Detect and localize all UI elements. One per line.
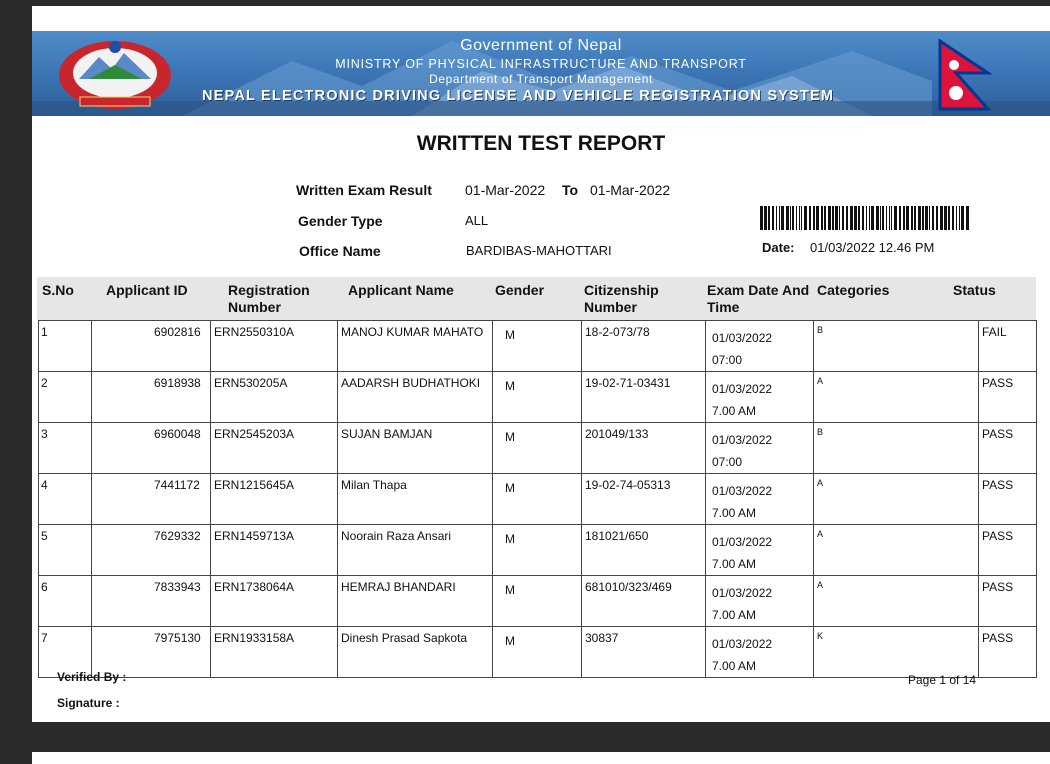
cell-gender bbox=[493, 627, 582, 678]
cell-citizenship bbox=[582, 627, 706, 678]
gender-type-label: Gender Type bbox=[298, 213, 383, 229]
cell-registration-registration: ERN1215645A bbox=[214, 478, 295, 492]
barcode-bar bbox=[936, 206, 938, 230]
cell-gender-gender: M bbox=[505, 430, 515, 444]
header-exam-line1: Exam Date And bbox=[707, 282, 810, 298]
barcode-bar bbox=[966, 206, 969, 230]
cell-applicant-name bbox=[338, 372, 493, 423]
cell-status bbox=[979, 525, 1037, 576]
cell-applicant-name bbox=[338, 525, 493, 576]
cell-applicant-name-name: Milan Thapa bbox=[341, 478, 407, 492]
cell-exam-date-time-exam-date: 01/03/2022 bbox=[712, 484, 773, 498]
cell-registration-registration: ERN1738064A bbox=[214, 580, 295, 594]
cell-citizenship-citizenship: 19-02-74-05313 bbox=[585, 478, 671, 492]
cell-exam-date-time-exam-time: 7.00 AM bbox=[712, 659, 757, 673]
cell-applicant-name-name: SUJAN BAMJAN bbox=[341, 427, 433, 441]
exam-result-label: Written Exam Result bbox=[296, 182, 432, 198]
cell-sno-sno: 1 bbox=[41, 325, 48, 339]
cell-category bbox=[814, 576, 979, 627]
cell-status bbox=[979, 627, 1037, 678]
cell-status-status: PASS bbox=[982, 376, 1014, 390]
cell-registration-registration: ERN2545203A bbox=[214, 427, 295, 441]
barcode-bar bbox=[869, 206, 870, 230]
barcode-bar bbox=[854, 206, 857, 230]
department-title: Department of Transport Management bbox=[429, 72, 653, 86]
cell-applicant-id-applicant-id: 7441172 bbox=[154, 478, 200, 492]
barcode-bar bbox=[882, 206, 884, 230]
cell-sno bbox=[39, 576, 92, 627]
barcode-bar bbox=[786, 206, 789, 230]
barcode-bar bbox=[804, 206, 807, 230]
barcode-bar bbox=[796, 206, 797, 230]
cell-citizenship bbox=[582, 423, 706, 474]
cell-applicant-name-name: AADARSH BUDHATHOKI bbox=[341, 376, 481, 390]
cell-citizenship-citizenship: 201049/133 bbox=[585, 427, 649, 441]
next-page-edge bbox=[32, 752, 1050, 764]
nepal-flag-icon bbox=[938, 39, 992, 111]
cell-exam-date-time bbox=[706, 525, 814, 576]
cell-exam-date-time-exam-date: 01/03/2022 bbox=[712, 331, 773, 345]
barcode-bar bbox=[790, 206, 791, 230]
page-number: Page 1 of 14 bbox=[908, 673, 977, 687]
report-date: 01/03/2022 12.46 PM bbox=[810, 240, 935, 255]
barcode-bar bbox=[876, 206, 879, 230]
cell-category-category: B bbox=[817, 325, 824, 335]
barcode-image bbox=[760, 206, 970, 230]
cell-applicant-id bbox=[92, 321, 211, 372]
cell-exam-date-time bbox=[706, 372, 814, 423]
cell-exam-date-time-exam-time: 7.00 AM bbox=[712, 608, 757, 622]
cell-category-category: K bbox=[817, 631, 824, 641]
barcode-bar bbox=[776, 206, 777, 230]
header-status: Status bbox=[953, 282, 996, 298]
header-applicant-name: Applicant Name bbox=[348, 282, 454, 298]
cell-status bbox=[979, 576, 1037, 627]
barcode-bar bbox=[914, 206, 916, 230]
barcode-bar bbox=[929, 206, 930, 230]
cell-applicant-id bbox=[92, 423, 211, 474]
cell-gender bbox=[493, 321, 582, 372]
cell-exam-date-time-exam-time: 7.00 AM bbox=[712, 557, 757, 571]
cell-applicant-name-name: HEMRAJ BHANDARI bbox=[341, 580, 456, 594]
cell-status-status: PASS bbox=[982, 427, 1014, 441]
cell-applicant-id-applicant-id: 6918938 bbox=[154, 376, 201, 390]
cell-citizenship bbox=[582, 321, 706, 372]
table-row bbox=[39, 627, 1037, 678]
cell-exam-date-time-exam-date: 01/03/2022 bbox=[712, 637, 773, 651]
cell-exam-date-time-exam-time: 7.00 AM bbox=[712, 506, 757, 520]
barcode-bar bbox=[824, 206, 826, 230]
barcode-bar bbox=[828, 206, 831, 230]
cell-status-status: PASS bbox=[982, 478, 1014, 492]
cell-applicant-name bbox=[338, 627, 493, 678]
barcode-bar bbox=[809, 206, 811, 230]
cell-registration-registration: ERN530205A bbox=[214, 376, 288, 390]
barcode-bar bbox=[779, 206, 780, 230]
cell-registration-registration: ERN1933158A bbox=[214, 631, 295, 645]
barcode-bar bbox=[781, 206, 784, 230]
cell-citizenship-citizenship: 30837 bbox=[585, 631, 619, 645]
cell-status bbox=[979, 321, 1037, 372]
cell-exam-date-time-exam-date: 01/03/2022 bbox=[712, 382, 773, 396]
date-from: 01-Mar-2022 bbox=[465, 182, 546, 198]
cell-status bbox=[979, 474, 1037, 525]
barcode-bar bbox=[799, 206, 800, 230]
cell-gender bbox=[493, 576, 582, 627]
cell-gender-gender: M bbox=[505, 481, 515, 495]
barcode-bar bbox=[899, 206, 901, 230]
cell-applicant-id-applicant-id: 7629332 bbox=[154, 529, 201, 543]
cell-status-status: FAIL bbox=[982, 325, 1007, 339]
header-gender: Gender bbox=[495, 282, 545, 298]
header-citizenship-line2: Number bbox=[584, 299, 637, 315]
cell-sno-sno: 2 bbox=[41, 376, 48, 390]
system-title: NEPAL ELECTRONIC DRIVING LICENSE AND VEHICLE REGISTRATION SYSTEM bbox=[202, 88, 835, 104]
cell-applicant-id-applicant-id: 6960048 bbox=[154, 427, 201, 441]
cell-applicant-id bbox=[92, 576, 211, 627]
barcode-bar bbox=[835, 206, 838, 230]
cell-applicant-id-applicant-id: 6902816 bbox=[154, 325, 201, 339]
cell-category-category: B bbox=[817, 427, 824, 437]
cell-exam-date-time bbox=[706, 627, 814, 678]
cell-registration-registration: ERN2550310A bbox=[214, 325, 295, 339]
date-label: Date: bbox=[762, 240, 795, 255]
barcode-bar bbox=[906, 206, 909, 230]
cell-citizenship bbox=[582, 474, 706, 525]
cell-sno-sno: 7 bbox=[41, 631, 48, 645]
cell-exam-date-time-exam-time: 07:00 bbox=[712, 353, 743, 367]
cell-registration bbox=[211, 372, 338, 423]
signature-label: Signature : bbox=[57, 696, 120, 710]
cell-status bbox=[979, 423, 1037, 474]
cell-applicant-name bbox=[338, 423, 493, 474]
cell-category bbox=[814, 321, 979, 372]
results-table bbox=[38, 320, 1037, 678]
to-label: To bbox=[562, 182, 579, 198]
cell-sno-sno: 3 bbox=[41, 427, 48, 441]
gender-type-value: ALL bbox=[465, 213, 489, 228]
barcode-bar bbox=[956, 206, 957, 230]
cell-gender-gender: M bbox=[505, 634, 515, 648]
header-sno: S.No bbox=[42, 282, 74, 298]
table-row bbox=[39, 423, 1037, 474]
cell-sno-sno: 5 bbox=[41, 529, 48, 543]
table-row bbox=[39, 576, 1037, 627]
cell-gender bbox=[493, 525, 582, 576]
cell-registration bbox=[211, 576, 338, 627]
table-row bbox=[39, 525, 1037, 576]
cell-sno bbox=[39, 321, 92, 372]
cell-category bbox=[814, 627, 979, 678]
cell-applicant-name bbox=[338, 321, 493, 372]
barcode-bar bbox=[846, 206, 848, 230]
cell-applicant-id-applicant-id: 7833943 bbox=[154, 580, 201, 594]
barcode-bar bbox=[932, 206, 934, 230]
office-name-label: Office Name bbox=[299, 243, 381, 259]
government-title: Government of Nepal bbox=[460, 37, 622, 54]
cell-citizenship-citizenship: 681010/323/469 bbox=[585, 580, 672, 594]
cell-category-category: A bbox=[817, 478, 824, 488]
cell-exam-date-time bbox=[706, 474, 814, 525]
table-row bbox=[39, 372, 1037, 423]
table-row bbox=[39, 321, 1037, 372]
cell-sno bbox=[39, 525, 92, 576]
barcode-bar bbox=[880, 206, 881, 230]
cell-gender-gender: M bbox=[505, 328, 515, 342]
barcode-bar bbox=[832, 206, 834, 230]
header-registration-line2: Number bbox=[228, 299, 281, 315]
cell-applicant-id bbox=[92, 474, 211, 525]
cell-status bbox=[979, 372, 1037, 423]
cell-category-category: A bbox=[817, 376, 824, 386]
barcode-bar bbox=[886, 206, 887, 230]
cell-applicant-name-name: Noorain Raza Ansari bbox=[341, 529, 452, 543]
cell-gender bbox=[493, 474, 582, 525]
header-exam-date-time bbox=[707, 282, 809, 316]
header-categories: Categories bbox=[817, 282, 890, 298]
verified-by-label: Verified By : bbox=[57, 670, 127, 684]
cell-citizenship bbox=[582, 372, 706, 423]
cell-exam-date-time bbox=[706, 423, 814, 474]
barcode-bar bbox=[952, 206, 954, 230]
barcode-bar bbox=[813, 206, 815, 230]
cell-gender bbox=[493, 423, 582, 474]
barcode-bar bbox=[940, 206, 943, 230]
cell-applicant-name bbox=[338, 576, 493, 627]
cell-applicant-id-applicant-id: 7975130 bbox=[154, 631, 201, 645]
barcode-bar bbox=[891, 206, 892, 230]
barcode-bar bbox=[866, 206, 867, 230]
cell-registration bbox=[211, 627, 338, 678]
barcode-bar bbox=[768, 206, 770, 230]
cell-gender-gender: M bbox=[505, 379, 515, 393]
barcode-bar bbox=[839, 206, 840, 230]
cell-status-status: PASS bbox=[982, 631, 1014, 645]
table-header bbox=[37, 277, 1036, 320]
barcode-bar bbox=[903, 206, 905, 230]
cell-registration bbox=[211, 423, 338, 474]
cell-exam-date-time bbox=[706, 576, 814, 627]
cell-category bbox=[814, 372, 979, 423]
barcode-bar bbox=[911, 206, 913, 230]
header-applicant-id: Applicant ID bbox=[106, 282, 188, 298]
cell-gender-gender: M bbox=[505, 583, 515, 597]
cell-category bbox=[814, 525, 979, 576]
barcode-bar bbox=[889, 206, 890, 230]
barcode-bar bbox=[961, 206, 964, 230]
cell-category bbox=[814, 474, 979, 525]
barcode-bar bbox=[948, 206, 950, 230]
cell-status-status: PASS bbox=[982, 580, 1014, 594]
cell-citizenship-citizenship: 181021/650 bbox=[585, 529, 649, 543]
cell-citizenship-citizenship: 19-02-71-03431 bbox=[585, 376, 671, 390]
header-registration-line1: Registration bbox=[228, 282, 310, 298]
barcode-bar bbox=[925, 206, 928, 230]
header-registration-number bbox=[228, 282, 310, 316]
cell-applicant-name-name: MANOJ KUMAR MAHATO bbox=[341, 325, 484, 339]
cell-gender bbox=[493, 372, 582, 423]
cell-registration bbox=[211, 525, 338, 576]
barcode-bar bbox=[959, 206, 960, 230]
cell-applicant-id bbox=[92, 525, 211, 576]
cell-gender-gender: M bbox=[505, 532, 515, 546]
cell-exam-date-time-exam-date: 01/03/2022 bbox=[712, 586, 773, 600]
barcode-bar bbox=[918, 206, 921, 230]
barcode-bar bbox=[792, 206, 794, 230]
report-page bbox=[32, 6, 1050, 722]
header-citizenship-number bbox=[584, 282, 659, 316]
barcode-bar bbox=[821, 206, 823, 230]
cell-exam-date-time-exam-date: 01/03/2022 bbox=[712, 535, 773, 549]
cell-sno bbox=[39, 474, 92, 525]
barcode-bar bbox=[944, 206, 947, 230]
cell-applicant-id bbox=[92, 372, 211, 423]
barcode-bar bbox=[894, 206, 897, 230]
cell-sno bbox=[39, 372, 92, 423]
barcode-bar bbox=[801, 206, 802, 230]
cell-exam-date-time-exam-time: 7.00 AM bbox=[712, 404, 757, 418]
barcode-bar bbox=[871, 206, 874, 230]
barcode-bar bbox=[862, 206, 864, 230]
cell-citizenship-citizenship: 18-2-073/78 bbox=[585, 325, 650, 339]
office-name-value: BARDIBAS-MAHOTTARI bbox=[466, 243, 612, 258]
barcode-bar bbox=[764, 206, 767, 230]
barcode-bar bbox=[842, 206, 844, 230]
cell-applicant-name-name: Dinesh Prasad Sapkota bbox=[341, 631, 468, 645]
header-exam-line2: Time bbox=[707, 299, 740, 315]
barcode-bar bbox=[772, 206, 774, 230]
date-to: 01-Mar-2022 bbox=[590, 182, 671, 198]
cell-sno-sno: 4 bbox=[41, 478, 48, 492]
cell-registration bbox=[211, 474, 338, 525]
cell-exam-date-time bbox=[706, 321, 814, 372]
cell-category-category: A bbox=[817, 529, 824, 539]
header-citizenship-line1: Citizenship bbox=[584, 282, 659, 298]
cell-exam-date-time-exam-date: 01/03/2022 bbox=[712, 433, 773, 447]
barcode-bar bbox=[816, 206, 819, 230]
cell-applicant-name bbox=[338, 474, 493, 525]
barcode-bar bbox=[850, 206, 853, 230]
barcode-bar bbox=[858, 206, 860, 230]
ministry-title: MINISTRY OF PHYSICAL INFRASTRUCTURE AND TRANSPORT bbox=[335, 57, 747, 71]
cell-sno-sno: 6 bbox=[41, 580, 48, 594]
cell-registration-registration: ERN1459713A bbox=[214, 529, 295, 543]
cell-category bbox=[814, 423, 979, 474]
barcode-bar bbox=[760, 206, 763, 230]
cell-registration bbox=[211, 321, 338, 372]
barcode-bar bbox=[922, 206, 924, 230]
cell-sno bbox=[39, 423, 92, 474]
cell-citizenship bbox=[582, 576, 706, 627]
header-banner bbox=[32, 31, 1050, 116]
cell-category-category: A bbox=[817, 580, 824, 590]
cell-exam-date-time-exam-time: 07:00 bbox=[712, 455, 743, 469]
table-row bbox=[39, 474, 1037, 525]
cell-citizenship bbox=[582, 525, 706, 576]
cell-status-status: PASS bbox=[982, 529, 1014, 543]
report-title: WRITTEN TEST REPORT bbox=[416, 132, 666, 155]
